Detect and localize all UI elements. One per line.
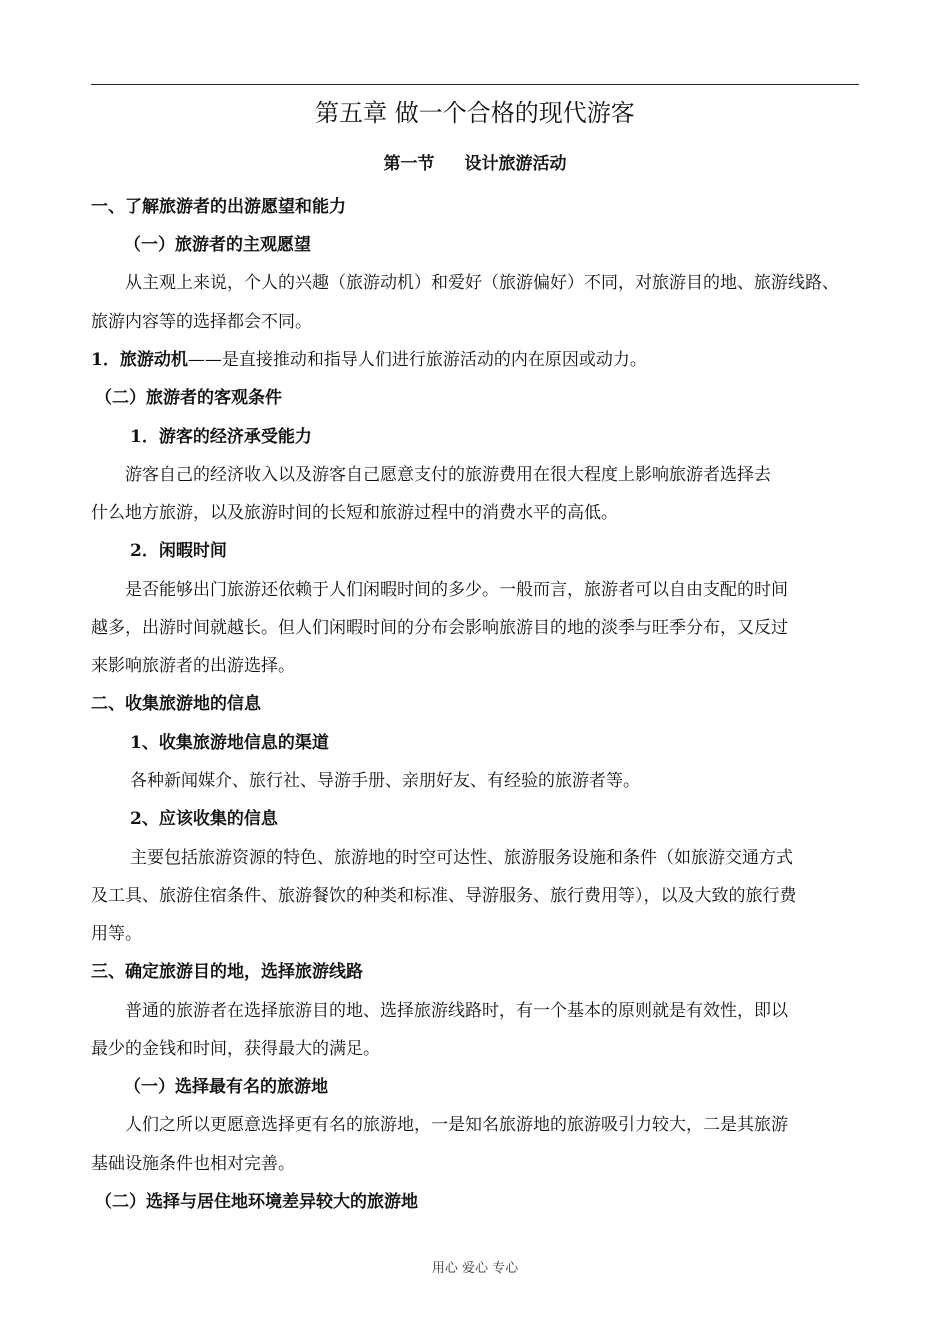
paragraph-6-line-1: 普通的旅游者在选择旅游目的地、选择旅游线路时，有一个基本的原则就是有效性，即以 [125, 1001, 788, 1021]
header-rule [91, 84, 859, 85]
definition-label: 1．旅游动机 [91, 350, 188, 370]
section-heading [0, 151, 950, 177]
subheading-3-1: （一）选择最有名的旅游地 [124, 1077, 328, 1097]
heading-2: 二、收集旅游地的信息 [91, 694, 261, 714]
subheading-3-2: （二）选择与居住地环境差异较大的旅游地 [95, 1192, 418, 1212]
definition-text: ——是直接推动和指导人们进行旅游活动的内在原因或动力。 [187, 350, 647, 370]
paragraph-3-line-1: 是否能够出门旅游还依赖于人们闲暇时间的多少。一般而言，旅游者可以自由支配的时间 [125, 580, 788, 600]
subheading-1-2-2: 2．闲暇时间 [130, 541, 227, 561]
paragraph-1-line-1: 从主观上来说，个人的兴趣（旅游动机）和爱好（旅游偏好）不同，对旅游目的地、旅游线路、 [125, 273, 839, 293]
definition-line [91, 347, 861, 373]
paragraph-4-line-1: 各种新闻媒介、旅行社、导游手册、亲朋好友、有经验的旅游者等。 [130, 771, 640, 791]
paragraph-1-line-2: 旅游内容等的选择都会不同。 [91, 312, 312, 332]
subheading-1-1: （一）旅游者的主观愿望 [124, 235, 311, 255]
chapter-title: 第五章 做一个合格的现代游客 [315, 99, 635, 127]
paragraph-7-line-2: 基础设施条件也相对完善。 [91, 1154, 295, 1174]
page-footer: 用心 爱心 专心 [431, 1261, 519, 1276]
section-name: 设计旅游活动 [464, 154, 567, 174]
section-number: 第一节 [383, 154, 435, 174]
paragraph-3-line-2: 越多，出游时间就越长。但人们闲暇时间的分布会影响旅游目的地的淡季与旺季分布，又反过 [91, 618, 788, 638]
paragraph-5-line-1: 主要包括旅游资源的特色、旅游地的时空可达性、旅游服务设施和条件（如旅游交通方式 [130, 848, 793, 868]
heading-3: 三、确定旅游目的地，选择旅游线路 [91, 962, 363, 982]
paragraph-5-line-2: 及工具、旅游住宿条件、旅游餐饮的种类和标准、导游服务、旅行费用等），以及大致的旅行费 [91, 886, 797, 906]
paragraph-3-line-3: 来影响旅游者的出游选择。 [91, 656, 295, 676]
subheading-2-2: 2、应该收集的信息 [130, 809, 278, 829]
paragraph-7-line-1: 人们之所以更愿意选择更有名的旅游地，一是知名旅游地的旅游吸引力较大，二是其旅游 [125, 1115, 788, 1135]
paragraph-2-line-1: 游客自己的经济收入以及游客自己愿意支付的旅游费用在很大程度上影响旅游者选择去 [125, 465, 771, 485]
subheading-1-2: （二）旅游者的客观条件 [95, 388, 282, 408]
subheading-2-1: 1、收集旅游地信息的渠道 [130, 733, 329, 753]
paragraph-6-line-2: 最少的金钱和时间，获得最大的满足。 [91, 1039, 380, 1059]
subheading-1-2-1: 1．游客的经济承受能力 [130, 427, 312, 447]
heading-1: 一、了解旅游者的出游愿望和能力 [91, 197, 346, 217]
paragraph-5-line-3: 用等。 [91, 924, 142, 944]
paragraph-2-line-2: 什么地方旅游，以及旅游时间的长短和旅游过程中的消费水平的高低。 [91, 503, 618, 523]
